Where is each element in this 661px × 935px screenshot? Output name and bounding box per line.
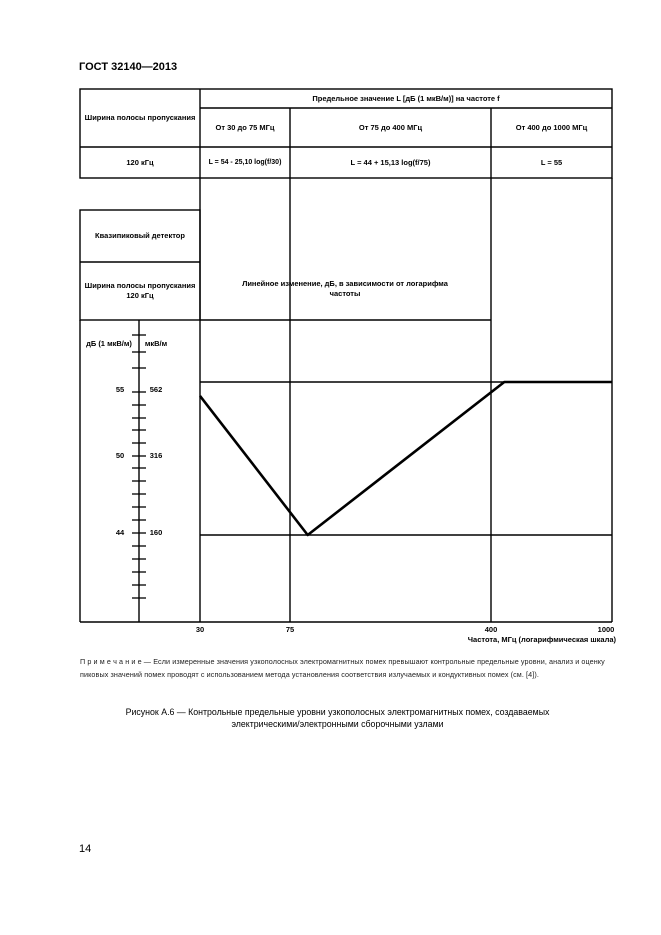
y-tick-db: 55 (115, 385, 125, 394)
x-tick-label: 400 (484, 625, 498, 634)
formula-30-75: L = 54 - 25,10 log(f/30) (208, 158, 282, 166)
x-tick-label: 75 (285, 625, 295, 634)
caption-line-2: электрическими/электронными сборочными узлами (231, 719, 444, 729)
x-tick-label: 30 (195, 625, 205, 634)
y-tick-uv: 316 (149, 451, 163, 460)
uv-unit-label: мкВ/м (144, 339, 168, 348)
db-unit-label: дБ (1 мкВ/м) (86, 339, 132, 348)
limit-header: Предельное значение L [дБ (1 мкВ/м)] на частоте f (312, 93, 500, 103)
formula-75-400: L = 44 + 15,13 log(f/75) (350, 157, 431, 167)
range-75-400: От 75 до 400 МГц (358, 123, 423, 132)
formula-400-1000: L = 55 (540, 157, 563, 167)
bandwidth-value: 120 кГц (126, 157, 154, 167)
caption-line-1: Рисунок А.6 — Контрольные предельные уровни узкополосных электромагнитных помех, создаваемых (125, 707, 550, 717)
y-tick-uv: 160 (149, 528, 163, 537)
y-tick-db: 50 (115, 451, 125, 460)
x-axis-label: Частота, МГц (логарифмическая шкала) (467, 635, 616, 644)
figure-caption (60, 706, 615, 730)
range-400-1000: От 400 до 1000 МГц (515, 123, 588, 132)
chart-annotation: Линейное изменение, дБ, в зависимости от логарифма частоты (242, 279, 448, 298)
figure-note: П р и м е ч а н и е — Если измеренные значения узкополосных электромагнитных помех превышают контрольные предельные уровни, анализ и оценку пиковых значений помех проводят с использованием метода установления соответствия излучаемых и кондуктивных помех (см. [4]). (80, 657, 605, 679)
y-tick-db: 44 (115, 528, 125, 537)
bandwidth-header: Ширина полосы пропускания (84, 113, 196, 122)
side-bandwidth-label: Ширина полосы пропускания 120 кГц (84, 281, 196, 300)
detector-label: Квазипиковый детектор (95, 231, 185, 240)
document-header: ГОСТ 32140—2013 (79, 61, 178, 73)
limit-curve (200, 382, 612, 535)
page-number: 14 (79, 843, 92, 855)
x-tick-label: 1000 (597, 625, 615, 634)
y-tick-uv: 562 (149, 385, 163, 394)
range-30-75: От 30 до 75 МГц (215, 123, 275, 132)
